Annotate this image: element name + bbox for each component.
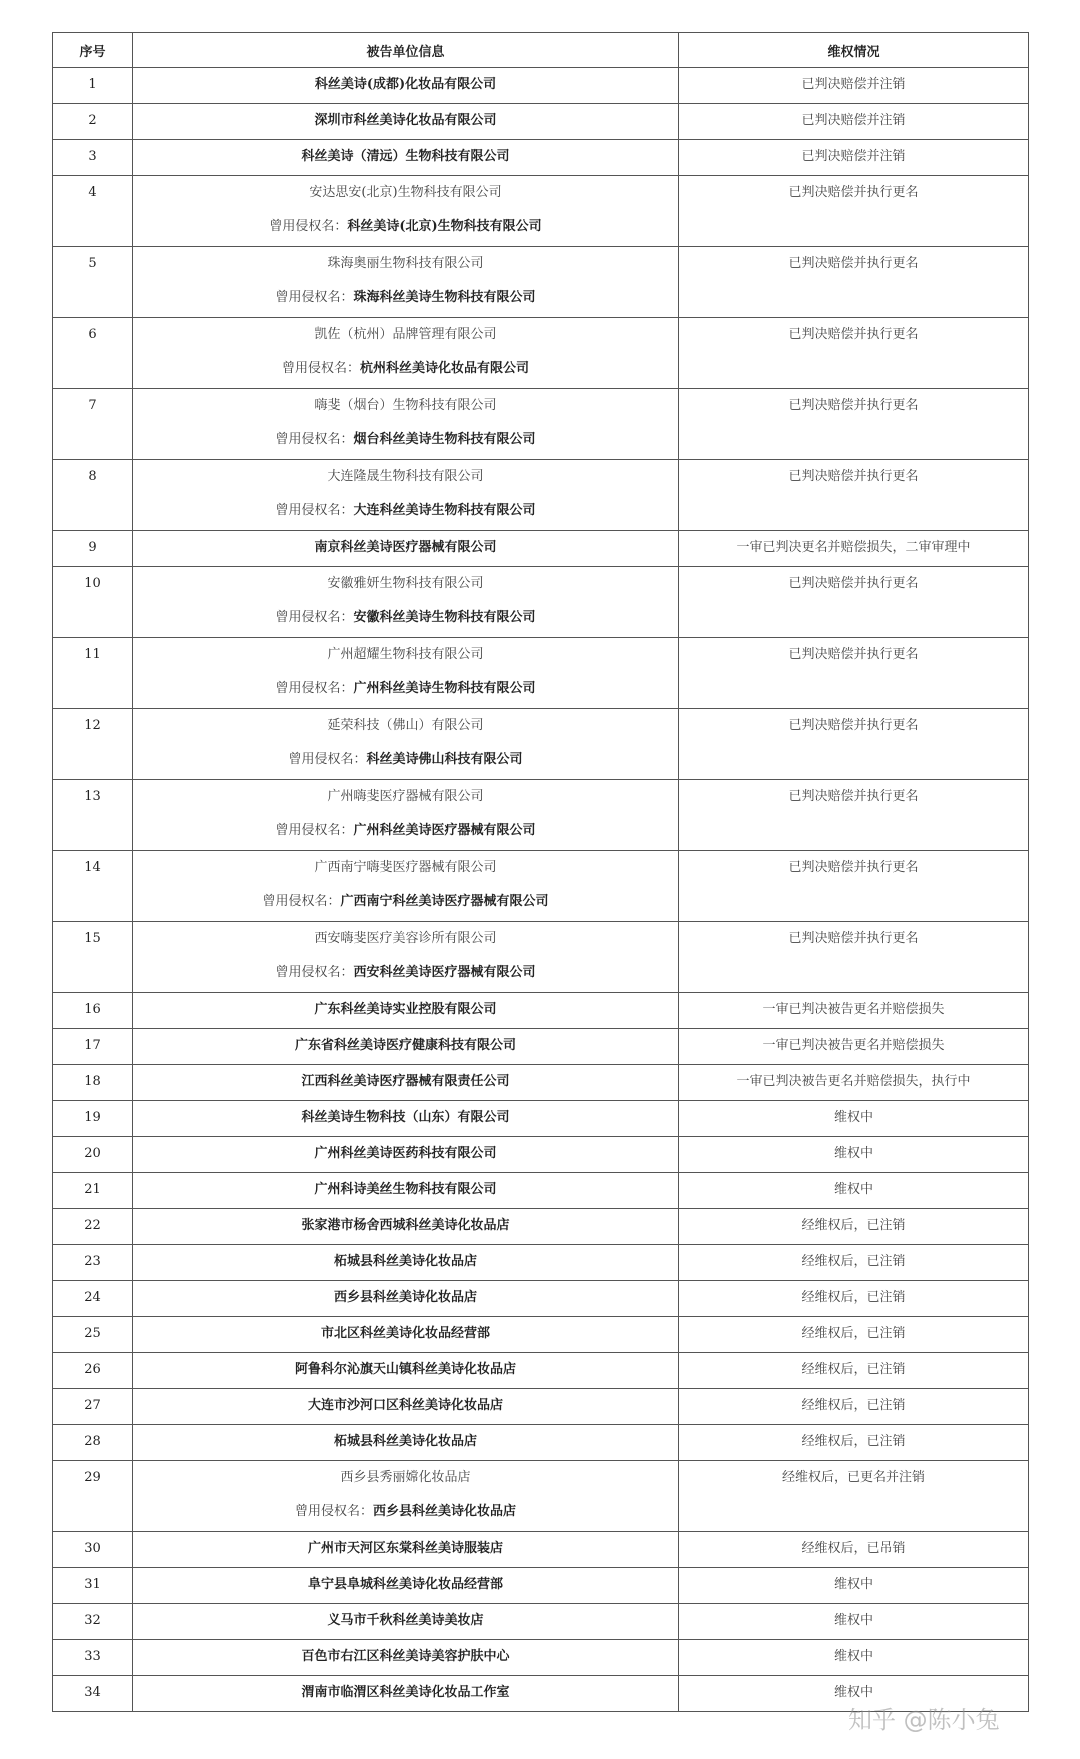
row-index-cell xyxy=(53,68,133,104)
row-index-cell xyxy=(53,780,133,851)
defendant-name: 广东省科丝美诗医疗健康科技有限公司 xyxy=(294,1038,516,1053)
status-cell xyxy=(679,1137,1029,1173)
defendant-name: 张家港市杨舍西城科丝美诗化妆品店 xyxy=(301,1218,510,1233)
defendant-cell xyxy=(133,531,679,567)
row-index: 9 xyxy=(88,540,97,555)
status-text: 一审已判决被告更名并赔偿损失，执行中 xyxy=(736,1074,971,1089)
former-name: 西乡县科丝美诗化妆品店 xyxy=(373,1504,517,1519)
defendant-name: 安徽雅妍生物科技有限公司 xyxy=(327,576,484,591)
row-index: 22 xyxy=(84,1218,101,1233)
table-row xyxy=(53,1640,1029,1676)
former-name-prefix: 曾用侵权名： xyxy=(275,610,354,625)
defendant-cell xyxy=(133,638,679,709)
defendant-cell xyxy=(133,1425,679,1461)
status-text: 已判决赔偿并注销 xyxy=(801,149,906,164)
status-cell xyxy=(679,1461,1029,1532)
defendant-name: 大连市沙河口区科丝美诗化妆品店 xyxy=(307,1398,503,1413)
defendant-name: 珠海奥丽生物科技有限公司 xyxy=(327,256,484,271)
defendant-name: 科丝美诗(成都)化妆品有限公司 xyxy=(314,77,497,92)
status-cell xyxy=(679,1065,1029,1101)
row-index: 32 xyxy=(84,1613,101,1628)
defendant-cell xyxy=(133,1676,679,1712)
defendant-name: 渭南市临渭区科丝美诗化妆品工作室 xyxy=(301,1685,510,1700)
row-index-cell xyxy=(53,1101,133,1137)
row-index-cell xyxy=(53,709,133,780)
status-cell xyxy=(679,247,1029,318)
row-index-cell xyxy=(53,176,133,247)
status-cell xyxy=(679,567,1029,638)
row-index: 18 xyxy=(84,1074,101,1089)
table-row xyxy=(53,1568,1029,1604)
row-index-cell xyxy=(53,104,133,140)
status-text: 维权中 xyxy=(833,1613,873,1628)
defendant-cell xyxy=(133,993,679,1029)
status-cell xyxy=(679,176,1029,247)
table-row xyxy=(53,247,1029,318)
status-cell xyxy=(679,1640,1029,1676)
table-row xyxy=(53,68,1029,104)
row-index-cell xyxy=(53,1640,133,1676)
defendant-name: 广州市天河区东棠科丝美诗服装店 xyxy=(307,1541,503,1556)
status-cell xyxy=(679,1173,1029,1209)
status-cell xyxy=(679,531,1029,567)
defendant-cell xyxy=(133,922,679,993)
status-text: 已判决赔偿并执行更名 xyxy=(788,931,919,946)
header-index: 序号 xyxy=(53,33,133,68)
table-row xyxy=(53,318,1029,389)
status-cell xyxy=(679,1425,1029,1461)
status-cell xyxy=(679,922,1029,993)
defendant-name: 广东科丝美诗实业控股有限公司 xyxy=(314,1002,497,1017)
status-cell xyxy=(679,104,1029,140)
defendant-name: 广州嗨斐医疗器械有限公司 xyxy=(327,789,484,804)
defendant-name: 延荣科技（佛山）有限公司 xyxy=(327,718,484,733)
defendant-cell xyxy=(133,460,679,531)
table-row xyxy=(53,1137,1029,1173)
status-text: 经维权后，已注销 xyxy=(801,1434,906,1449)
defendant-cell xyxy=(133,176,679,247)
row-index: 13 xyxy=(84,789,101,804)
row-index: 14 xyxy=(84,860,101,875)
status-text: 已判决赔偿并注销 xyxy=(801,77,906,92)
status-text: 经维权后，已注销 xyxy=(801,1254,906,1269)
infringement-table xyxy=(52,32,1029,1712)
row-index: 10 xyxy=(84,576,101,591)
row-index: 25 xyxy=(84,1326,101,1341)
table-row xyxy=(53,1173,1029,1209)
former-name: 广西南宁科丝美诗医疗器械有限公司 xyxy=(340,894,549,909)
status-text: 经维权后，已注销 xyxy=(801,1218,906,1233)
status-text: 维权中 xyxy=(833,1110,873,1125)
row-index-cell xyxy=(53,1173,133,1209)
row-index: 8 xyxy=(88,469,97,484)
row-index-cell xyxy=(53,922,133,993)
status-cell xyxy=(679,1532,1029,1568)
former-name-prefix: 曾用侵权名： xyxy=(275,681,354,696)
former-name: 烟台科丝美诗生物科技有限公司 xyxy=(353,432,536,447)
former-name: 广州科丝美诗生物科技有限公司 xyxy=(353,681,536,696)
status-cell xyxy=(679,1604,1029,1640)
row-index-cell xyxy=(53,851,133,922)
table-row xyxy=(53,1532,1029,1568)
row-index: 2 xyxy=(88,113,97,128)
status-text: 一审已判决被告更名并赔偿损失 xyxy=(762,1038,945,1053)
row-index-cell xyxy=(53,1245,133,1281)
status-text: 维权中 xyxy=(833,1146,873,1161)
former-name: 珠海科丝美诗生物科技有限公司 xyxy=(353,290,536,305)
status-text: 一审已判决更名并赔偿损失，二审审理中 xyxy=(736,540,971,555)
defendant-cell xyxy=(133,1137,679,1173)
defendant-name: 科丝美诗（清远）生物科技有限公司 xyxy=(301,149,510,164)
defendant-cell xyxy=(133,780,679,851)
status-text: 已判决赔偿并执行更名 xyxy=(788,718,919,733)
row-index: 19 xyxy=(84,1110,101,1125)
row-index-cell xyxy=(53,1532,133,1568)
row-index: 26 xyxy=(84,1362,101,1377)
former-name-prefix: 曾用侵权名： xyxy=(275,965,354,980)
former-name-line xyxy=(133,672,678,706)
table-row xyxy=(53,389,1029,460)
defendant-cell xyxy=(133,1353,679,1389)
status-cell xyxy=(679,780,1029,851)
status-cell xyxy=(679,993,1029,1029)
table-row xyxy=(53,567,1029,638)
defendant-cell xyxy=(133,1568,679,1604)
defendant-cell xyxy=(133,140,679,176)
table-row xyxy=(53,709,1029,780)
former-name-line xyxy=(133,956,678,990)
defendant-cell xyxy=(133,1101,679,1137)
row-index-cell xyxy=(53,1281,133,1317)
row-index: 30 xyxy=(84,1541,101,1556)
defendant-name: 百色市右江区科丝美诗美容护肤中心 xyxy=(301,1649,510,1664)
row-index: 31 xyxy=(84,1577,101,1592)
status-text: 已判决赔偿并执行更名 xyxy=(788,398,919,413)
defendant-cell xyxy=(133,851,679,922)
former-name-line xyxy=(133,423,678,457)
row-index: 5 xyxy=(88,256,97,271)
former-name: 广州科丝美诗医疗器械有限公司 xyxy=(353,823,536,838)
former-name-line xyxy=(133,814,678,848)
defendant-cell xyxy=(133,1461,679,1532)
defendant-name: 西安嗨斐医疗美容诊所有限公司 xyxy=(314,931,497,946)
row-index-cell xyxy=(53,140,133,176)
defendant-cell xyxy=(133,567,679,638)
status-text: 维权中 xyxy=(833,1182,873,1197)
defendant-name: 广州超耀生物科技有限公司 xyxy=(327,647,484,662)
defendant-name: 深圳市科丝美诗化妆品有限公司 xyxy=(314,113,497,128)
defendant-cell xyxy=(133,1209,679,1245)
status-cell xyxy=(679,389,1029,460)
row-index: 34 xyxy=(84,1685,101,1700)
defendant-cell xyxy=(133,68,679,104)
row-index-cell xyxy=(53,531,133,567)
defendant-cell xyxy=(133,318,679,389)
defendant-name: 江西科丝美诗医疗器械有限责任公司 xyxy=(301,1074,510,1089)
table-header-row xyxy=(53,33,1029,68)
former-name-line xyxy=(133,494,678,528)
row-index-cell xyxy=(53,1425,133,1461)
defendant-cell xyxy=(133,247,679,318)
former-name: 科丝美诗佛山科技有限公司 xyxy=(366,752,523,767)
former-name-prefix: 曾用侵权名： xyxy=(275,290,354,305)
table-row xyxy=(53,780,1029,851)
defendant-cell xyxy=(133,1640,679,1676)
defendant-name: 凯佐（杭州）品牌管理有限公司 xyxy=(314,327,497,342)
defendant-name: 义马市千秋科丝美诗美妆店 xyxy=(327,1613,484,1628)
former-name: 科丝美诗(北京)生物科技有限公司 xyxy=(347,219,542,234)
defendant-name: 广西南宁嗨斐医疗器械有限公司 xyxy=(314,860,497,875)
row-index: 27 xyxy=(84,1398,101,1413)
status-text: 维权中 xyxy=(833,1577,873,1592)
row-index-cell xyxy=(53,993,133,1029)
status-text: 经维权后，已吊销 xyxy=(801,1541,906,1556)
table-row xyxy=(53,1389,1029,1425)
former-name: 大连科丝美诗生物科技有限公司 xyxy=(353,503,536,518)
status-text: 经维权后，已更名并注销 xyxy=(781,1470,925,1485)
former-name-prefix: 曾用侵权名： xyxy=(275,503,354,518)
table-row xyxy=(53,104,1029,140)
row-index: 16 xyxy=(84,1002,101,1017)
former-name-line xyxy=(133,601,678,635)
former-name-prefix: 曾用侵权名： xyxy=(262,894,341,909)
row-index-cell xyxy=(53,389,133,460)
defendant-name: 西乡县科丝美诗化妆品店 xyxy=(333,1290,477,1305)
former-name-prefix: 曾用侵权名： xyxy=(275,823,354,838)
table-row xyxy=(53,140,1029,176)
row-index: 7 xyxy=(88,398,97,413)
table-row xyxy=(53,993,1029,1029)
table-row xyxy=(53,1209,1029,1245)
table-row xyxy=(53,1461,1029,1532)
row-index-cell xyxy=(53,1604,133,1640)
defendant-name: 柘城县科丝美诗化妆品店 xyxy=(333,1254,477,1269)
table-row xyxy=(53,1425,1029,1461)
row-index-cell xyxy=(53,638,133,709)
table-row xyxy=(53,1281,1029,1317)
row-index-cell xyxy=(53,1461,133,1532)
status-text: 经维权后，已注销 xyxy=(801,1398,906,1413)
row-index-cell xyxy=(53,1676,133,1712)
defendant-cell xyxy=(133,709,679,780)
row-index-cell xyxy=(53,1065,133,1101)
row-index-cell xyxy=(53,1389,133,1425)
status-cell xyxy=(679,638,1029,709)
row-index: 12 xyxy=(84,718,101,733)
defendant-cell xyxy=(133,1389,679,1425)
status-text: 已判决赔偿并执行更名 xyxy=(788,256,919,271)
row-index-cell xyxy=(53,460,133,531)
defendant-cell xyxy=(133,1532,679,1568)
table-row xyxy=(53,1245,1029,1281)
defendant-name: 市北区科丝美诗化妆品经营部 xyxy=(320,1326,490,1341)
status-text: 维权中 xyxy=(833,1685,873,1700)
row-index-cell xyxy=(53,1317,133,1353)
former-name-prefix: 曾用侵权名： xyxy=(281,361,360,376)
former-name-prefix: 曾用侵权名： xyxy=(294,1504,373,1519)
former-name-prefix: 曾用侵权名： xyxy=(275,432,354,447)
row-index: 28 xyxy=(84,1434,101,1449)
row-index-cell xyxy=(53,318,133,389)
defendant-cell xyxy=(133,1173,679,1209)
row-index: 4 xyxy=(88,185,97,200)
row-index: 17 xyxy=(84,1038,101,1053)
table-row xyxy=(53,851,1029,922)
status-cell xyxy=(679,460,1029,531)
defendant-name: 阜宁县阜城科丝美诗化妆品经营部 xyxy=(307,1577,503,1592)
status-text: 已判决赔偿并执行更名 xyxy=(788,576,919,591)
defendant-cell xyxy=(133,1604,679,1640)
row-index: 6 xyxy=(88,327,97,342)
table-body xyxy=(53,68,1029,1712)
defendant-name: 柘城县科丝美诗化妆品店 xyxy=(333,1434,477,1449)
defendant-cell xyxy=(133,1281,679,1317)
status-text: 已判决赔偿并执行更名 xyxy=(788,185,919,200)
header-status: 维权情况 xyxy=(679,33,1029,68)
defendant-name: 南京科丝美诗医疗器械有限公司 xyxy=(314,540,497,555)
status-cell xyxy=(679,68,1029,104)
former-name: 杭州科丝美诗化妆品有限公司 xyxy=(360,361,530,376)
infringement-table-sheet xyxy=(52,32,1028,1712)
row-index: 29 xyxy=(84,1470,101,1485)
status-cell xyxy=(679,1281,1029,1317)
header-defendant: 被告单位信息 xyxy=(133,33,679,68)
table-row xyxy=(53,1317,1029,1353)
status-cell xyxy=(679,140,1029,176)
defendant-name: 阿鲁科尔沁旗天山镇科丝美诗化妆品店 xyxy=(294,1362,516,1377)
status-cell xyxy=(679,1245,1029,1281)
row-index-cell xyxy=(53,567,133,638)
defendant-name: 西乡县秀丽嫦化妆品店 xyxy=(340,1470,471,1485)
row-index-cell xyxy=(53,1568,133,1604)
table-row xyxy=(53,1101,1029,1137)
row-index: 21 xyxy=(84,1182,101,1197)
status-text: 已判决赔偿并执行更名 xyxy=(788,327,919,342)
row-index: 1 xyxy=(88,77,97,92)
row-index: 15 xyxy=(84,931,101,946)
status-text: 经维权后，已注销 xyxy=(801,1326,906,1341)
status-cell xyxy=(679,1353,1029,1389)
defendant-name: 广州科丝美诗医药科技有限公司 xyxy=(314,1146,497,1161)
defendant-cell xyxy=(133,1029,679,1065)
row-index: 33 xyxy=(84,1649,101,1664)
row-index-cell xyxy=(53,1137,133,1173)
row-index: 23 xyxy=(84,1254,101,1269)
status-text: 经维权后，已注销 xyxy=(801,1290,906,1305)
row-index-cell xyxy=(53,1029,133,1065)
table-row xyxy=(53,1029,1029,1065)
former-name-line xyxy=(133,210,678,244)
defendant-cell xyxy=(133,1317,679,1353)
former-name-prefix: 曾用侵权名： xyxy=(288,752,367,767)
status-cell xyxy=(679,1029,1029,1065)
row-index: 24 xyxy=(84,1290,101,1305)
defendant-name: 广州科诗美丝生物科技有限公司 xyxy=(314,1182,497,1197)
defendant-name: 安达思安(北京)生物科技有限公司 xyxy=(309,185,502,200)
defendant-cell xyxy=(133,1245,679,1281)
row-index: 3 xyxy=(88,149,97,164)
watermark: 知乎 @陈小兔 xyxy=(848,1706,1000,1734)
former-name: 西安科丝美诗医疗器械有限公司 xyxy=(353,965,536,980)
status-cell xyxy=(679,1209,1029,1245)
former-name-line xyxy=(133,1495,678,1529)
status-cell xyxy=(679,851,1029,922)
former-name-line xyxy=(133,885,678,919)
defendant-name: 大连隆晟生物科技有限公司 xyxy=(327,469,484,484)
defendant-name: 嗨斐（烟台）生物科技有限公司 xyxy=(314,398,497,413)
former-name-prefix: 曾用侵权名： xyxy=(269,219,348,234)
status-cell xyxy=(679,1317,1029,1353)
table-row xyxy=(53,176,1029,247)
table-row xyxy=(53,922,1029,993)
status-cell xyxy=(679,1568,1029,1604)
table-row xyxy=(53,1353,1029,1389)
row-index-cell xyxy=(53,1353,133,1389)
defendant-cell xyxy=(133,1065,679,1101)
row-index: 11 xyxy=(84,647,101,662)
status-text: 已判决赔偿并执行更名 xyxy=(788,469,919,484)
row-index-cell xyxy=(53,247,133,318)
status-text: 经维权后，已注销 xyxy=(801,1362,906,1377)
former-name-line xyxy=(133,352,678,386)
status-text: 已判决赔偿并执行更名 xyxy=(788,860,919,875)
former-name-line xyxy=(133,743,678,777)
table-row xyxy=(53,460,1029,531)
status-text: 已判决赔偿并注销 xyxy=(801,113,906,128)
status-cell xyxy=(679,1101,1029,1137)
row-index: 20 xyxy=(84,1146,101,1161)
status-text: 维权中 xyxy=(833,1649,873,1664)
status-cell xyxy=(679,1389,1029,1425)
defendant-name: 科丝美诗生物科技（山东）有限公司 xyxy=(301,1110,510,1125)
former-name: 安徽科丝美诗生物科技有限公司 xyxy=(353,610,536,625)
status-cell xyxy=(679,318,1029,389)
defendant-cell xyxy=(133,389,679,460)
row-index-cell xyxy=(53,1209,133,1245)
defendant-cell xyxy=(133,104,679,140)
table-row xyxy=(53,1604,1029,1640)
table-row xyxy=(53,1065,1029,1101)
table-row xyxy=(53,531,1029,567)
status-text: 已判决赔偿并执行更名 xyxy=(788,789,919,804)
status-text: 一审已判决被告更名并赔偿损失 xyxy=(762,1002,945,1017)
status-text: 已判决赔偿并执行更名 xyxy=(788,647,919,662)
former-name-line xyxy=(133,281,678,315)
table-row xyxy=(53,638,1029,709)
status-cell xyxy=(679,709,1029,780)
